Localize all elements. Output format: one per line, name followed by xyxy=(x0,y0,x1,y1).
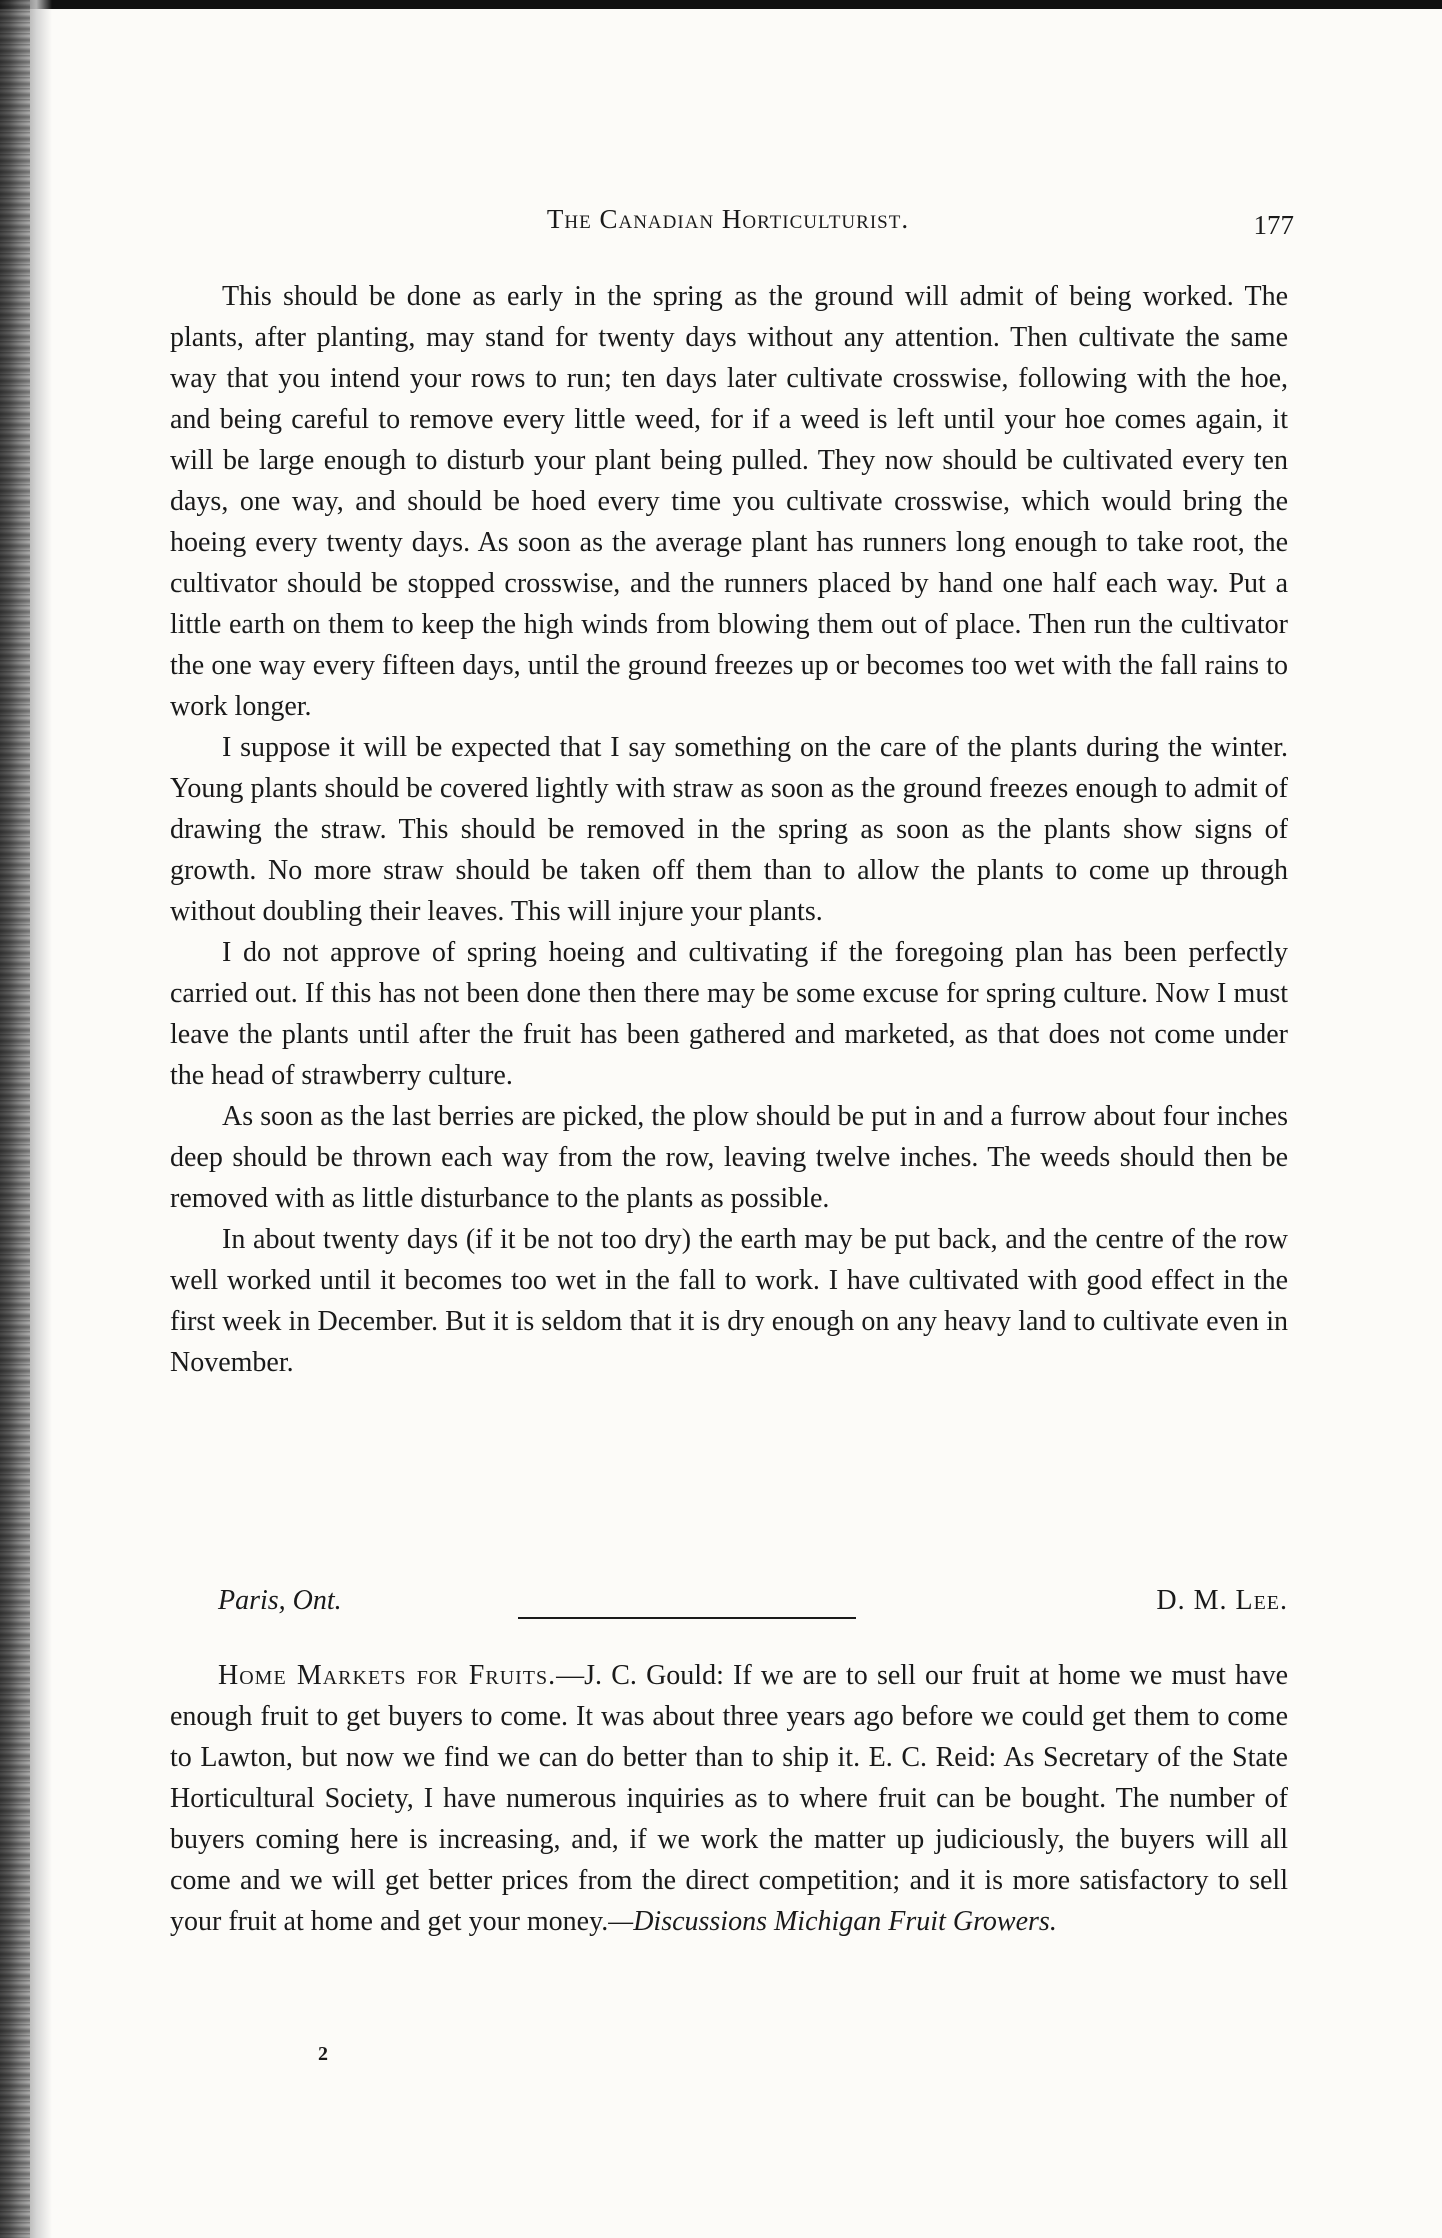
article-text: —J. C. Gould: If we are to sell our fruit at home we must have enough fruit to get buyers to come. It was about three years ago before we could get them to come to Lawton, but now we find we can do better than to ship it. E. C. Reid: As Secretary of the State Horticultural Society, I have numerous inquiries as to where fruit can be bought. The number of buyers coming here is increasing, and, if we work the matter up judiciously, the buyers will all come and we will get better prices from the direct competition; and it is more satisfactory to sell your fruit at home and get your money. xyxy=(170,1660,1288,1937)
second-article xyxy=(170,1655,1288,1942)
signature-place: Paris, Ont. xyxy=(218,1585,342,1616)
article-heading: Home Markets for Fruits. xyxy=(218,1660,557,1691)
article-body xyxy=(170,276,1288,1383)
paragraph: I do not approve of spring hoeing and cultivating if the foregoing plan has been perfectly carried out. If this has not been done then there may be some excuse for spring culture. Now I must leave the plants until after the fruit has been gathered and marketed, as that does not come under the head of strawberry culture. xyxy=(170,937,1288,1091)
paragraph: This should be done as early in the spring as the ground will admit of being worked. The plants, after planting, may stand for twenty days without any attention. Then cultivate the same way that you intend your rows to run; ten days later cultivate crosswise, following with the hoe, and being careful to remove every little weed, for if a weed is left until your hoe comes again, it will be large enough to disturb your plant being pulled. They now should be cultivated every ten days, one way, and should be hoed every time you cultivate crosswise, which would bring the hoeing every twenty days. As soon as the average plant has runners long enough to take root, the cultivator should be stopped crosswise, and the runners placed by hand one half each way. Put a little earth on them to keep the high winds from blowing them out of place. Then run the cultivator the one way every fifteen days, until the ground freezes up or becomes too wet with the fall rains to work longer. xyxy=(170,281,1288,722)
top-edge-rule xyxy=(0,0,1442,9)
citation: —Discussions Michigan Fruit Growers. xyxy=(608,1906,1057,1937)
page-header xyxy=(168,204,1294,244)
signature-author: D. M. Lee. xyxy=(1156,1585,1288,1616)
article-signature xyxy=(170,1585,1288,1627)
paragraph: As soon as the last berries are picked, the plow should be put in and a furrow about four inches deep should be thrown each way from the row, leaving twelve inches. The weeds should then be removed with as little disturbance to the plants as possible. xyxy=(170,1101,1288,1214)
printer-signature-mark: 2 xyxy=(318,2043,328,2065)
section-divider xyxy=(518,1617,856,1619)
page-number: 177 xyxy=(1253,210,1294,240)
paragraph: In about twenty days (if it be not too dry) the earth may be put back, and the centre of the row well worked until it becomes too wet in the fall to work. I have cultivated with good effect in the first week in December. But it is seldom that it is dry enough on any heavy land to cultivate even in November. xyxy=(170,1224,1288,1378)
binding-edge-texture xyxy=(0,0,30,2238)
paragraph: I suppose it will be expected that I say something on the care of the plants during the winter. Young plants should be covered lightly with straw as soon as the ground freezes enough to admit of drawing the straw. This should be removed in the spring as soon as the plants show signs of growth. No more straw should be taken off them than to allow the plants to come up through without doubling their leaves. This will injure your plants. xyxy=(170,732,1288,927)
running-title: The Canadian Horticulturist. xyxy=(546,204,910,234)
